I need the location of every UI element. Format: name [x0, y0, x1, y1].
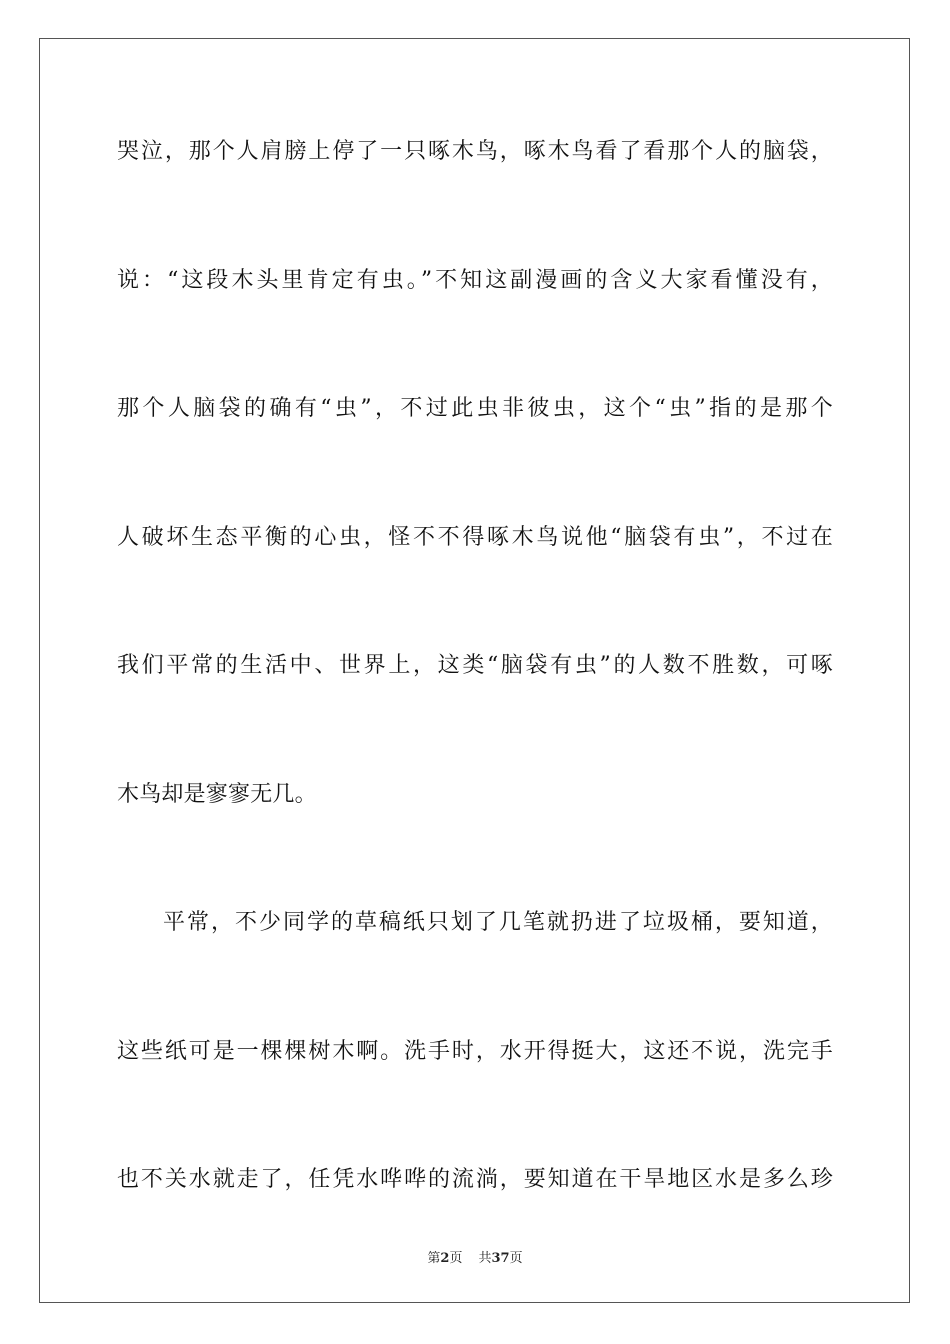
- body-text: [117, 130, 833, 1287]
- text-line-9: 也不关水就走了，任凭水哗哗的流淌，要知道在干旱地区水是多么珍: [117, 1167, 833, 1192]
- text-line-1: 哭泣，那个人肩膀上停了一只啄木鸟，啄木鸟看了看那个人的脑袋，: [117, 139, 833, 164]
- page-number: 2: [440, 1251, 450, 1266]
- page-footer: [0, 1247, 950, 1266]
- text-line-6: 木鸟却是寥寥无几。: [117, 781, 317, 807]
- text-line-8: 这些纸可是一棵棵树木啊。洗手时，水开得挺大，这还不说，洗完手: [117, 1038, 833, 1064]
- text-line-3: 那个人脑袋的确有“虫”，不过此虫非彼虫，这个“虫”指的是那个: [117, 396, 833, 421]
- total-pages: 37: [491, 1251, 510, 1266]
- text-line-4: 人破坏生态平衡的心虫，怪不不得啄木鸟说他“脑袋有虫”，不过在: [117, 524, 833, 550]
- text-line-2: 说：“这段木头里肯定有虫。”不知这副漫画的含义大家看懂没有，: [117, 267, 833, 293]
- text-line-7-paragraph-start: 平常，不少同学的草稿纸只划了几笔就扔进了垃圾桶，要知道，: [163, 910, 833, 935]
- total-prefix: 共: [478, 1251, 492, 1266]
- page-prefix: 第: [427, 1251, 441, 1266]
- total-suffix: 页: [509, 1251, 523, 1266]
- text-line-5: 我们平常的生活中、世界上，这类“脑袋有虫”的人数不胜数，可啄: [117, 653, 833, 678]
- page-suffix: 页: [449, 1251, 463, 1266]
